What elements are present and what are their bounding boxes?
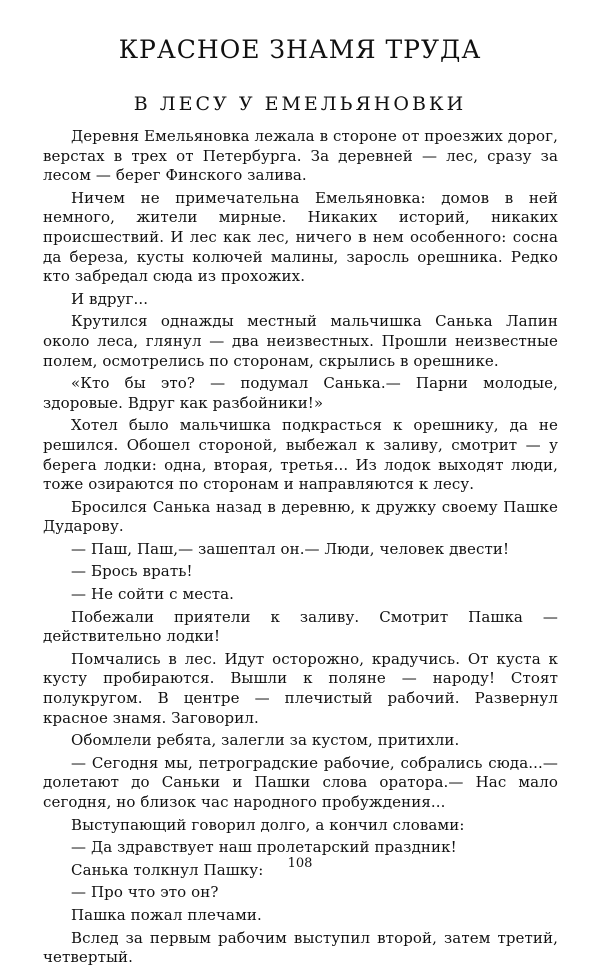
paragraph: Бросился Санька назад в деревню, к дружку своему Пашке Дударову. bbox=[43, 497, 558, 536]
paragraph: «Кто бы это? — подумал Санька.— Парни молодые, здоровые. Вдруг как разбойники!» bbox=[43, 374, 558, 412]
paragraph: — Не сойти с места. bbox=[71, 585, 235, 604]
page-number: 108 bbox=[287, 856, 313, 871]
paragraph: — Сегодня мы, петроградские рабочие, собрались сюда...— долетают до Саньки и Пашки слова оратора.— Нас мало сегодня, но близок час народного пробуждения... bbox=[43, 753, 558, 811]
paragraph: Хотел было мальчишка подкрасться к орешнику, да не решился. Обошел стороной, выбежал к заливу, смотрит — у берега лодки: одна, вторая, третья... Из лодок выходят люди, тоже озираются по сторонам и направляются к лесу. bbox=[43, 416, 558, 494]
paragraph: — Да здравствует наш пролетарский праздник! bbox=[71, 838, 457, 857]
paragraph: Побежали приятели к заливу. Смотрит Пашка — действительно лодки! bbox=[43, 607, 558, 646]
paragraph: Выступающий говорил долго, а кончил словами: bbox=[71, 815, 465, 834]
paragraph: И вдруг... bbox=[71, 289, 149, 308]
paragraph: Ничем не примечательна Емельяновка: домов в ней немного, жители мирные. Никаких историй, никаких происшествий. И лес как лес, ничего в нем особенного: сосна да береза, кусты колючей малины, заросль орешника. Редко кто забредал сюда из прохожих. bbox=[43, 188, 558, 286]
paragraph: Крутился однажды местный мальчишка Санька Лапин около леса, глянул — два неизвестных. Прошли неизвестные полем, осмотрелись по сторонам, скрылись в орешнике. bbox=[43, 312, 558, 370]
chapter-subtitle: В ЛЕСУ У ЕМЕЛЬЯНОВКИ bbox=[133, 93, 467, 115]
paragraph: — Паш, Паш,— зашептал он.— Люди, человек двести! bbox=[71, 539, 510, 558]
paragraph: Деревня Емельяновка лежала в стороне от проезжих дорог, верстах в трех от Петербурга. За деревней — лес, сразу за лесом — берег Финского залива. bbox=[43, 127, 558, 185]
paragraph: — Про что это он? bbox=[71, 883, 219, 902]
body-text bbox=[43, 127, 558, 968]
paragraph: Санька толкнул Пашку: bbox=[71, 860, 264, 879]
paragraph: Помчались в лес. Идут осторожно, крадучись. От куста к кусту пробираются. Вышли к поляне — народу! Стоят полукругом. В центре — плечистый рабочий. Развернул красное знамя. Заговорил. bbox=[43, 649, 558, 727]
page-title: КРАСНОЕ ЗНАМЯ ТРУДА bbox=[118, 35, 482, 64]
paragraph: Вслед за первым рабочим выступил второй, затем третий, четвертый. bbox=[43, 928, 558, 967]
paragraph: Пашка пожал плечами. bbox=[71, 905, 262, 924]
paragraph: Обомлели ребята, залегли за кустом, притихли. bbox=[71, 731, 460, 750]
paragraph: — Брось врать! bbox=[71, 562, 193, 581]
